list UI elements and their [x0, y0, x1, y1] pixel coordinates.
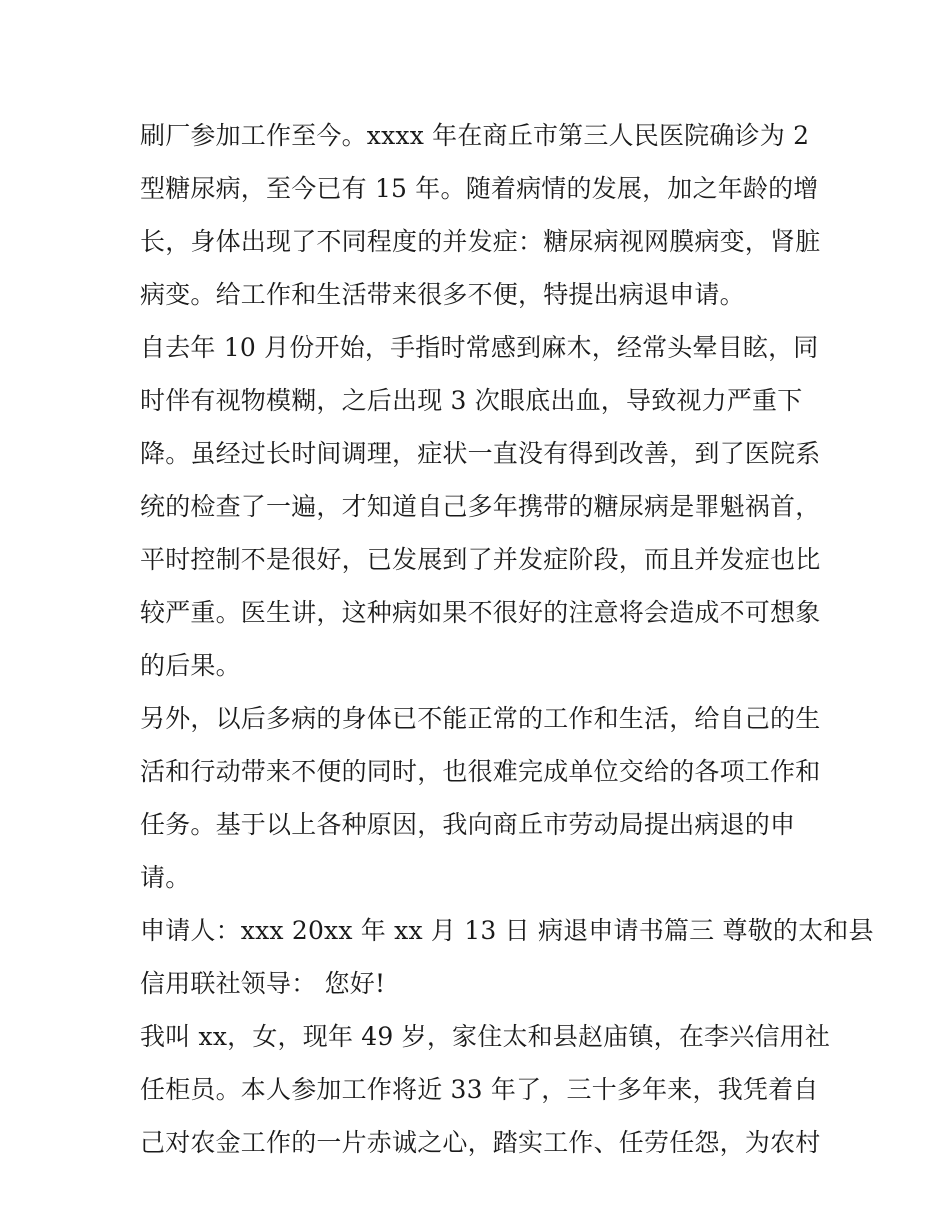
text-line: 长，身体出现了不同程度的并发症：糖尿病视网膜病变，肾脏 — [140, 227, 821, 256]
text-line: 我叫 xx，女，现年 49 岁，家住太和县赵庙镇，在李兴信用社 — [140, 1022, 831, 1051]
text-line: 任务。基于以上各种原因，我向商丘市劳动局提出病退的申 — [140, 810, 796, 839]
text-line: 降。虽经过长时间调理，症状一直没有得到改善，到了医院系 — [140, 439, 821, 468]
text-line: 平时控制不是很好，已发展到了并发症阶段，而且并发症也比 — [140, 545, 821, 574]
text-line: 病变。给工作和生活带来很多不便，特提出病退申请。 — [140, 280, 745, 309]
text-line: 任柜员。本人参加工作将近 33 年了，三十多年来，我凭着自 — [140, 1075, 819, 1104]
text-line: 信用联社领导： 您好! — [140, 969, 386, 998]
text-line: 活和行动带来不便的同时，也很难完成单位交给的各项工作和 — [140, 757, 821, 786]
text-line: 较严重。医生讲，这种病如果不很好的注意将会造成不可想象 — [140, 598, 821, 627]
text-line: 统的检查了一遍，才知道自己多年携带的糖尿病是罪魁祸首， — [140, 492, 821, 521]
text-line: 请。 — [140, 863, 191, 892]
text-line: 申请人：xxx 20xx 年 xx 月 13 日 病退申请书篇三 尊敬的太和县 — [140, 916, 874, 945]
text-line: 的后果。 — [140, 651, 241, 680]
text-line: 自去年 10 月份开始，手指时常感到麻木，经常头晕目眩，同 — [140, 333, 819, 362]
text-line: 型糖尿病，至今已有 15 年。随着病情的发展，加之年龄的增 — [140, 174, 819, 203]
text-line: 己对农金工作的一片赤诚之心，踏实工作、任劳任怨，为农村 — [140, 1128, 821, 1157]
text-line: 时伴有视物模糊，之后出现 3 次眼底出血，导致视力严重下 — [140, 386, 803, 415]
text-line: 刷厂参加工作至今。xxxx 年在商丘市第三人民医院确诊为 2 — [140, 121, 810, 150]
text-line: 另外，以后多病的身体已不能正常的工作和生活，给自己的生 — [140, 704, 821, 733]
document-body — [140, 109, 874, 1169]
